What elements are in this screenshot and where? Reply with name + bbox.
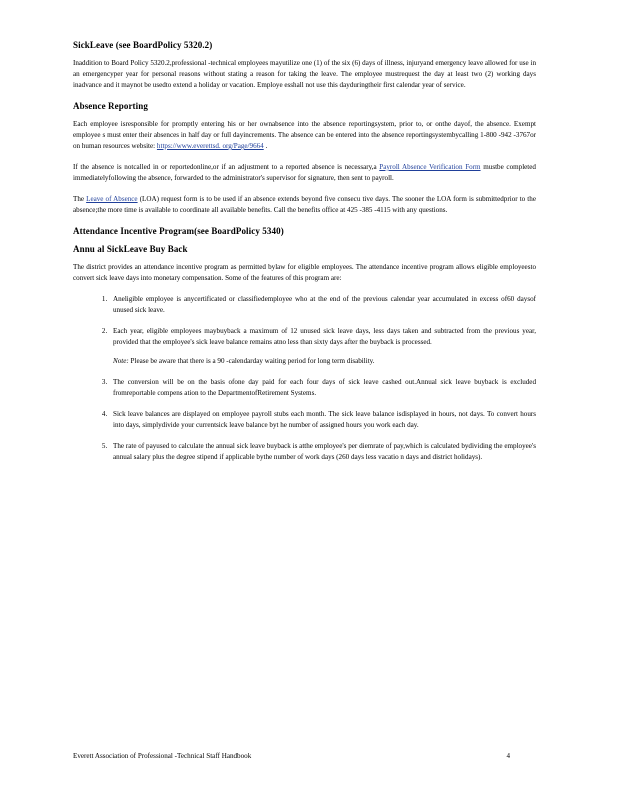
absence-reporting-p1-text: Each employee isresponsible for promptly entering his or her ownabsence into the absence reportingsystem, prior to, or onthe dayof, the absence. Exempt employee s must enter their absences in half day or full dayincrements. The absence can be entered into the absence reportingsystembycalling 1-800 -942 -3767or on human resources website: xyxy=(73,120,536,150)
absence-reporting-heading: Absence Reporting xyxy=(73,101,148,111)
list-item: 5. The rate of payused to calculate the annual sick leave buyback is atthe employee's per diemrate of pay,which is calculated bydividing the employee's annual salary plus the degree stipend if applicable bythe number of work days (260 days less vacatio n days and district holidays). xyxy=(109,441,536,463)
footer-handbook-title: Everett Association of Professional -Technical Staff Handbook xyxy=(73,752,252,760)
disability-note xyxy=(113,356,536,367)
page-footer xyxy=(73,752,510,760)
absence-reporting-paragraph-1 xyxy=(73,119,536,152)
leave-of-absence-link[interactable]: Leave of Absence xyxy=(86,195,138,203)
sick-leave-section xyxy=(73,40,536,91)
list-item xyxy=(109,326,536,367)
buy-back-list xyxy=(73,294,536,463)
absence-reporting-p2-end: mustbe completed immediatelyfollowing the absence, forwarded to the administrator's supervisor for signature, then sent to payroll. xyxy=(73,163,536,182)
list-item: 1. Aneligible employee is anycertificated or classifiedemployee who at the end of the previous calendar year accumulated in excess of60 daysof unused sick leave. xyxy=(109,294,536,316)
note-text: Please be aware that there is a 90 -calendarday waiting period for long term disability. xyxy=(128,357,375,365)
absence-reporting-p1-end: . xyxy=(263,142,268,150)
list-item-text: Each year, eligible employees maybuyback a maximum of 12 unused sick leave days, less days taken and subtracted from the previous year, provided that the employee's sick leave balance remains atno less than sixty days after the buyback is processed. xyxy=(113,327,536,346)
absence-reporting-paragraph-2 xyxy=(73,162,536,184)
payroll-absence-verification-form-link[interactable]: Payroll Absence Verification Form xyxy=(379,163,481,171)
page-number: 4 xyxy=(506,752,510,760)
hr-website-link[interactable]: https://www.everettsd. org/Page/9664 xyxy=(156,142,264,150)
absence-reporting-p3-end: (LOA) request form is to be used if an absence extends beyond five consecu tive days. The sooner the LOA form is submittedprior to the absence;the more time is available to coordinate all available benefits. Call the benefits office at 425 -385 -4115 with any questions. xyxy=(73,195,536,214)
absence-reporting-p3-start: The xyxy=(73,195,87,203)
buy-back-intro: The district provides an attendance incentive program as permitted bylaw for eligible employees. The attendance incentive program allows eligible employeesto convert sick leave days into monetary compensation. Some of the features of this program are: xyxy=(73,263,536,282)
buy-back-section xyxy=(73,244,536,463)
absence-reporting-paragraph-3 xyxy=(73,194,536,216)
attendance-incentive-section xyxy=(73,226,536,236)
buy-back-heading: Annu al SickLeave Buy Back xyxy=(73,244,188,254)
note-label: Note: xyxy=(113,357,129,365)
sick-leave-body: Inaddition to Board Policy 5320.2,professional -technical employees mayutilize one (1) of the six (6) days of illness, injuryand emergency leave allowed for use in an emergencyper year for personal reasons without stating a reason for taking the leave. The employee mustrequest the day at least two (2) working days inadvance and it maynot be usedto extend a holiday or vacation. Employe esshall not use this dayduringtheir first calendar year of service. xyxy=(73,59,536,89)
list-item: 3. The conversion will be on the basis ofone day paid for each four days of sick leave cashed out.Annual sick leave buyback is excluded fromreportable compens ation to the DepartmentofRetirement Systems. xyxy=(109,377,536,399)
absence-reporting-section xyxy=(73,101,536,216)
absence-reporting-p2-start: If the absence is notcalled in or reportedonline,or if an adjustment to a reported absence is necessary,a xyxy=(73,163,380,171)
sick-leave-heading: SickLeave (see BoardPolicy 5320.2) xyxy=(73,40,213,50)
list-item: 4. Sick leave balances are displayed on employee payroll stubs each month. The sick leave balance isdisplayed in hours, not days. To convert hours into days, simplydivide your currentsick leave balance byt he number of assigned hours you work each day. xyxy=(109,409,536,431)
attendance-incentive-heading: Attendance Incentive Program(see BoardPolicy 5340) xyxy=(73,226,284,236)
